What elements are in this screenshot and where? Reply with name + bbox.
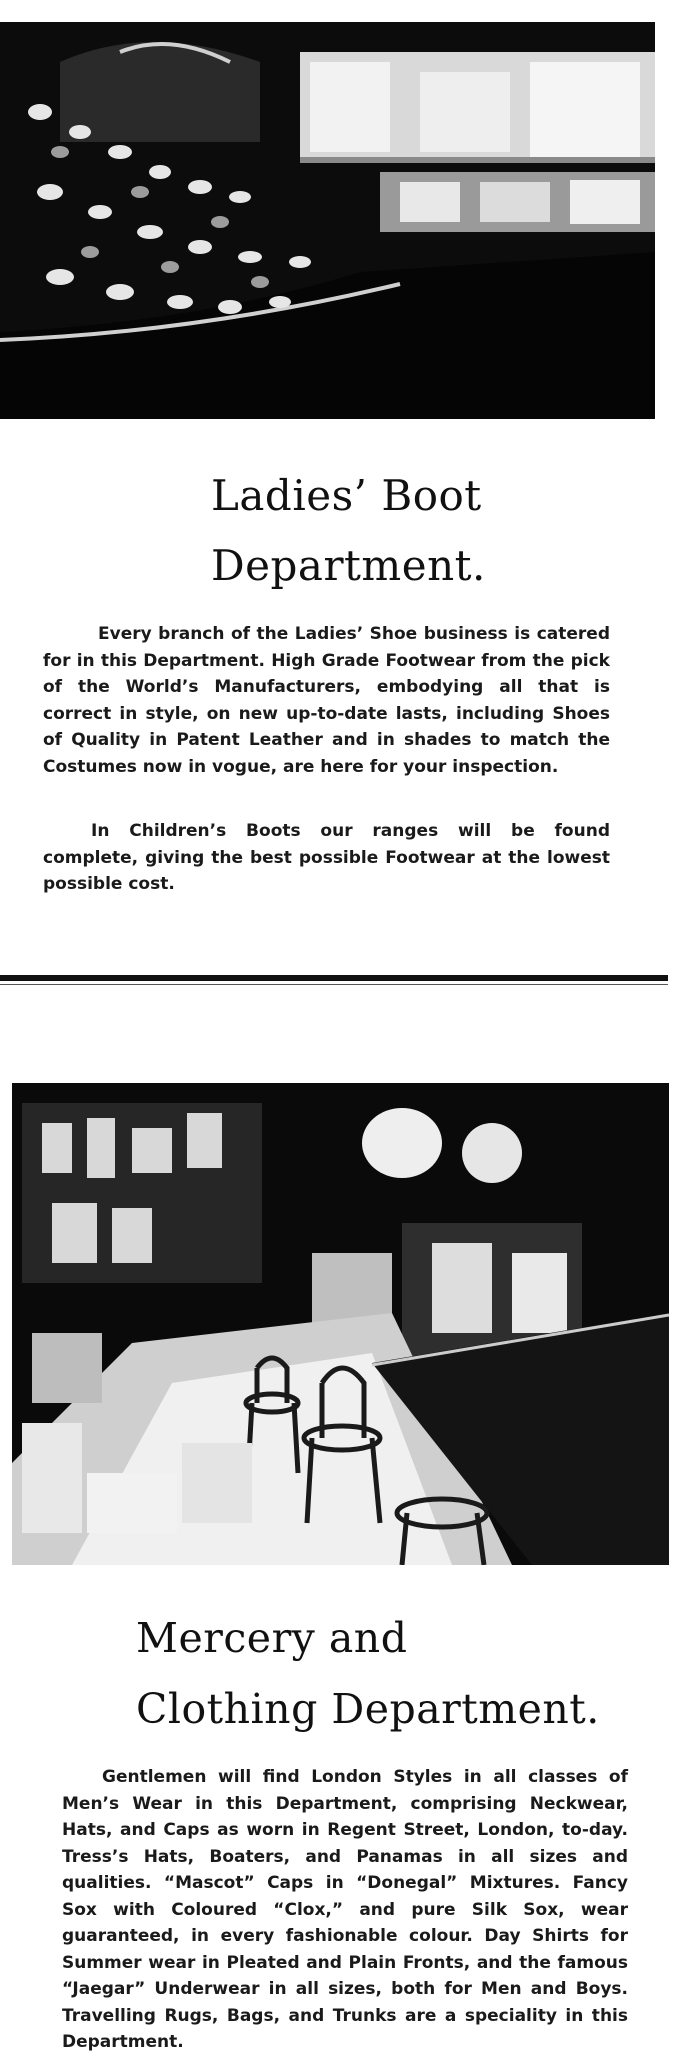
- section-divider-thin: [0, 984, 668, 985]
- ladies-boot-paragraph-2: In Children’s Boots our ranges will be found complete, giving the best possible Footwear at the lowest possible cost.: [43, 821, 610, 894]
- mercery-paragraph-1: Gentlemen will find London Styles in all classes of Men’s Wear in this Department, comprising Neckwear, Hats, and Caps as worn in Regent Street, London, to-day. Tress’s Hats, Boaters, and Panamas in all sizes and qualities. “Mascot” Caps in “Donegal” Mixtures. Fancy Sox with Coloured “Clox,” and pure Silk Sox, wear guaranteed, in every fashionable colour. Day Shirts for Summer wear in Pleated and Plain Fronts, and the famous “Jaegar” Underwear in all sizes, both for Men and Boys. Travelling Rugs, Bags, and Trunks are a speciality in this Department.: [62, 1767, 628, 2052]
- ladies-boot-heading-line1: Ladies’ Boot: [211, 471, 482, 520]
- margin-speck: [678, 60, 692, 110]
- mercery-store-photo: [12, 1083, 669, 1565]
- ladies-boot-paragraph-1: Every branch of the Ladies’ Shoe business is catered for in this Department. High Grade Footwear from the pick of the World’s Manufacturers, embodying all that is correct in style, on new up-to-date lasts, including Shoes of Quality in Patent Leather and in shades to match the Costumes now in vogue, are here for your inspection.: [43, 624, 610, 777]
- ladies-boot-heading-line2: Department.: [211, 541, 486, 590]
- shoe-display-photo: [0, 22, 655, 419]
- mercery-heading-line1: Mercery and: [136, 1614, 408, 1662]
- section-divider: [0, 975, 668, 981]
- mercery-heading-line2: Clothing Department.: [136, 1685, 600, 1733]
